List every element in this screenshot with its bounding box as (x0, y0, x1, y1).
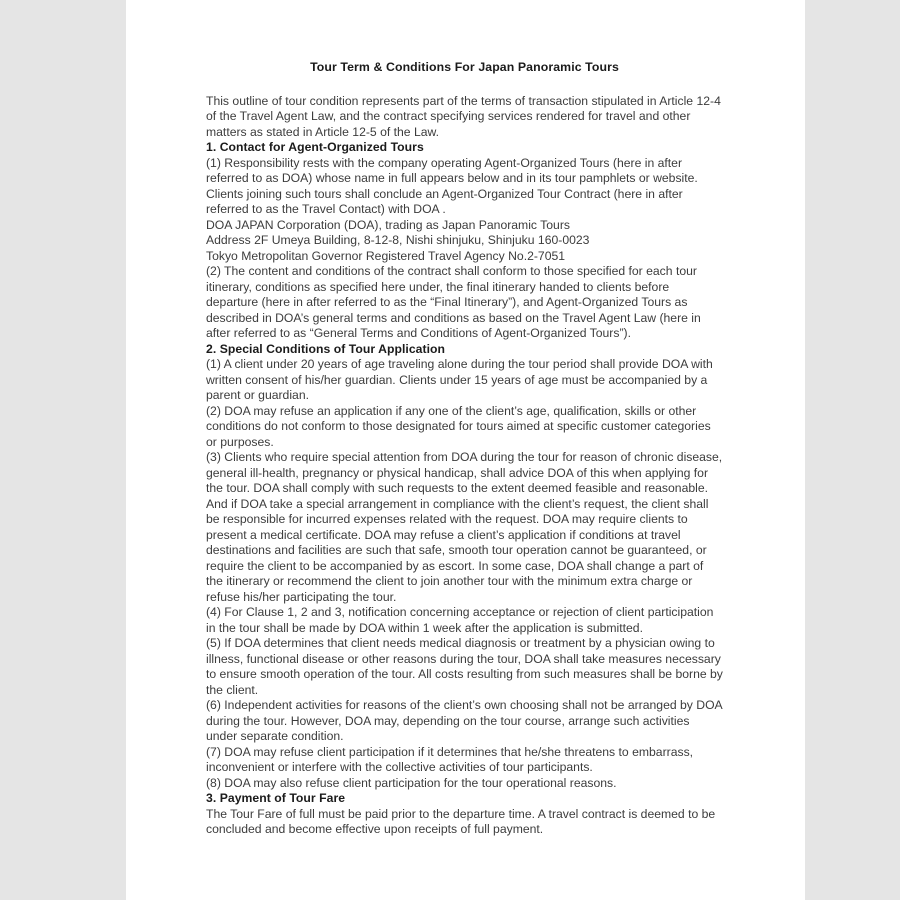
section-2-item-1: (1) A client under 20 years of age traveling alone during the tour period shall provide DOA with written consent of his/her guardian. Clients under 15 years of age must be accompanied by a parent or guardian. (206, 357, 713, 402)
section-2-heading: 2. Special Conditions of Tour Application (206, 341, 446, 356)
document-page (126, 0, 805, 900)
section-1-heading: 1. Contact for Agent-Organized Tours (206, 140, 424, 154)
license-registration-line: Tokyo Metropolitan Governor Registered Travel Agency No.2-7051 (206, 248, 566, 263)
section-2-item-6: (6) Independent activities for reasons of the client’s own choosing shall not be arranged by DOA during the tour. However, DOA may, depending on the tour course, arrange such activities under separate condition. (206, 698, 723, 743)
section-2-item-4: (4) For Clause 1, 2 and 3, notification concerning acceptance or rejection of client participation in the tour shall be made by DOA within 1 week after the application is submitted. (206, 605, 714, 635)
section-2-item-7: (7) DOA may refuse client participation if it determines that he/she threatens to embarrass, inconvenient or interfere with the collective activities of tour participants. (206, 744, 694, 774)
company-name-line: DOA JAPAN Corporation (DOA), trading as Japan Panoramic Tours (206, 217, 570, 232)
section-1-item-2: (2) The content and conditions of the contract shall conform to those specified for each tour itinerary, conditions as specified here under, the final itinerary handed to clients before departure (here in after referred to as the “Final Itinerary”), and Agent-Organized Tours as described in DOA’s general terms and conditions as based on the Travel Agent Law (here in after referred to as “General Terms and Conditions of Agent-Organized Tours”). (206, 264, 701, 340)
page-title: Tour Term & Conditions For Japan Panoramic Tours (310, 60, 619, 74)
intro-paragraph: This outline of tour condition represents part of the terms of transaction stipulated in Article 12-4 of the Travel Agent Law, and the contract specifying services rendered for travel and other matters as stated in Article 12-5 of the Law. (206, 93, 721, 139)
section-3-body: The Tour Fare of full must be paid prior to the departure time. A travel contract is deemed to be concluded and become effective upon receipts of full payment. (206, 806, 716, 836)
section-3-heading: 3. Payment of Tour Fare (206, 791, 346, 805)
section-2-item-2: (2) DOA may refuse an application if any one of the client’s age, qualification, skills or other conditions do not conform to those designated for tours aimed at specific customer categories or purposes. (206, 403, 711, 449)
section-1-item-1: (1) Responsibility rests with the company operating Agent-Organized Tours (here in after referred to as DOA) whose name in full appears below and in its tour pamphlets or website. Clients joining such tours shall conclude an Agent-Organized Tour Contract (here in after referred to as the Travel Contact) with DOA . (206, 155, 698, 216)
section-2-item-5: (5) If DOA determines that client needs medical diagnosis or treatment by a physician owing to illness, functional disease or other reasons during the tour, DOA shall take measures necessary to ensure smooth operation of the tour. All costs resulting from such measures shall be borne by the client. (206, 636, 723, 697)
section-2-item-8: (8) DOA may also refuse client participation for the tour operational reasons. (206, 775, 617, 790)
section-2-item-3: (3) Clients who require special attention from DOA during the tour for reason of chronic disease, general ill-health, pregnancy or physical handicap, shall advice DOA of this when applying for the tour. DOA shall comply with such requests to the extent deemed feasible and reasonable. And if DOA take a special arrangement in compliance with the client’s request, the client shall be responsible for incurred expenses related with the request. DOA may require clients to present a medical certificate. DOA may refuse a client’s application if conditions at travel destinations and facilities are such that safe, smooth tour operation cannot be guaranteed, or require the client to be accompanied by as escort. In some case, DOA shall change a part of the itinerary or recommend the client to join another tour with the minimum extra charge or refuse his/her participating the tour. (206, 450, 723, 604)
company-address-line: Address 2F Umeya Building, 8-12-8, Nishi shinjuku, Shinjuku 160-0023 (206, 233, 590, 247)
document-body (206, 94, 723, 838)
document-text-column (206, 60, 723, 838)
